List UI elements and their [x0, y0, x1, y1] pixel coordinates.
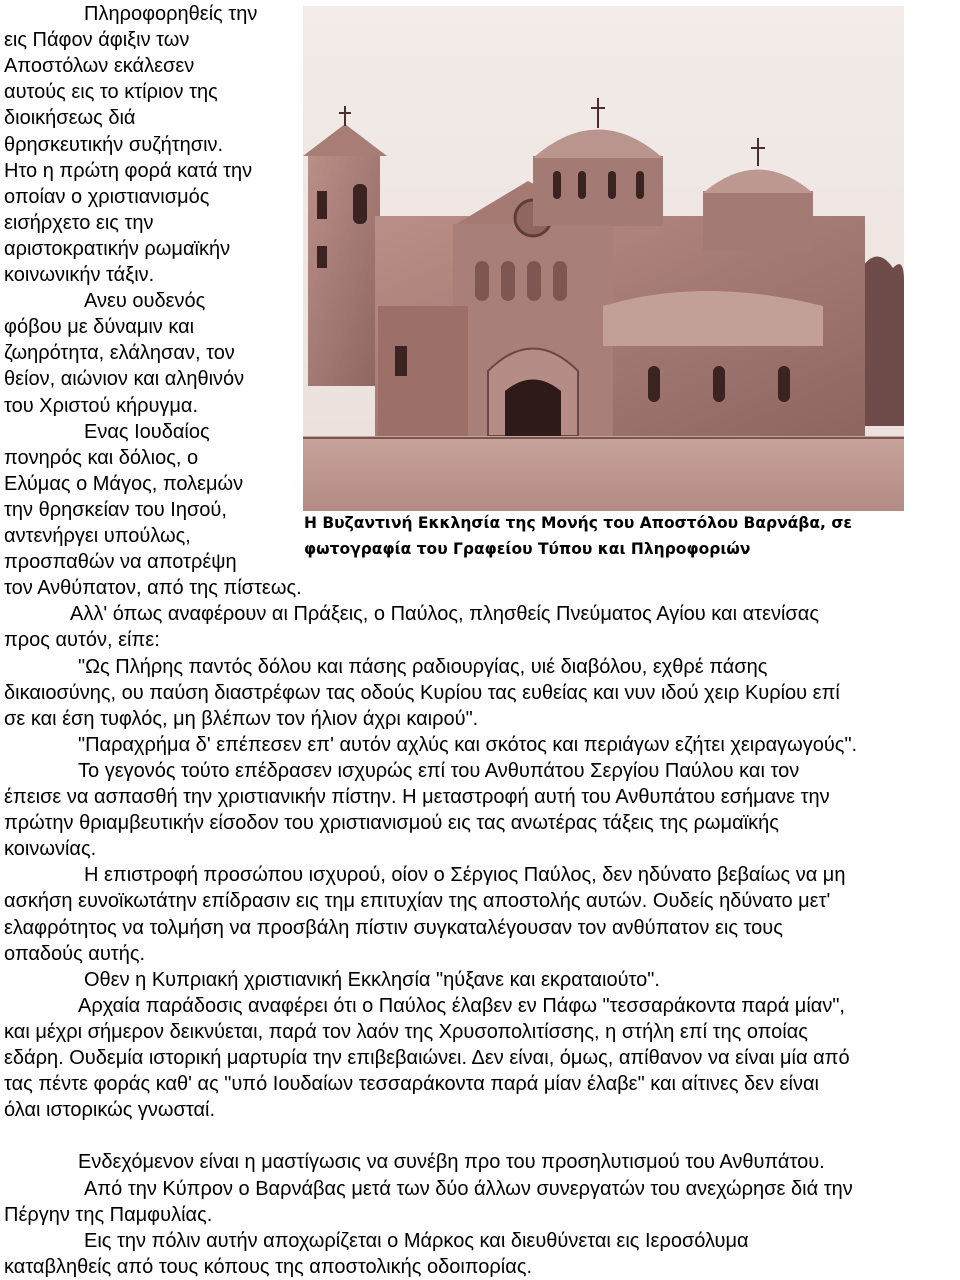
body-line: Αλλ' όπως αναφέρουν αι Πράξεις, ο Παύλος, πλησθείς Πνεύματος Αγίου και ατενίσας [70, 603, 819, 626]
body-line: κοινωνίας. [4, 838, 97, 861]
body-line: Οθεν η Κυπριακή χριστιανική Εκκλησία "ηύξανε και εκραταιούτο". [84, 968, 660, 991]
left-column-line: εις Πάφον άφιξιν των [4, 29, 190, 52]
body-line: "Παραχρήμα δ' επέπεσεν επ' αυτόν αχλύς και σκότος και περιάγων εζήτει χειραγωγούς". [78, 733, 858, 756]
left-column-line: αυτούς εις το κτίριον της [4, 81, 218, 104]
left-column-line: προσπαθών να αποτρέψη [4, 551, 237, 574]
body-line: όλαι ιστορικώς γνωσταί. [4, 1099, 216, 1122]
left-column-line: την θρησκείαν του Ιησού, [4, 498, 227, 521]
body-line: προς αυτόν, είπε: [4, 629, 160, 652]
body-line: Εις την πόλιν αυτήν αποχωρίζεται ο Μάρκος και διευθύνεται εις Ιεροσόλυμα [84, 1229, 749, 1252]
body-line: Από την Κύπρον ο Βαρνάβας μετά των δύο άλλων συνεργατών του ανεχώρησε διά την [84, 1177, 853, 1200]
body-line: Η επιστροφή προσώπου ισχυρού, οίον ο Σέργιος Παύλος, δεν ηδύνατο βεβαίως να μη [84, 864, 846, 887]
body-line: ασκήση ευνοϊκωτάτην επίδρασιν εις τημ επιτυχίαν της αποστολής αυτών. Ουδείς ηδύνατο μετ' [4, 890, 831, 913]
body-line: σε και έση τυφλός, μη βλέπων τον ήλιον άχρι καιρού". [4, 707, 479, 730]
body-line: Αρχαία παράδοσις αναφέρει ότι ο Παύλος έλαβεν εν Πάφω "τεσσαράκοντα παρά μίαν", [78, 994, 845, 1017]
caption-line: Η Βυζαντινή Εκκλησία της Μονής του Αποστόλου Βαρνάβα, σε [304, 514, 853, 532]
body-line: τον Ανθύπατον, από της πίστεως. [4, 577, 302, 600]
left-column-line: του Χριστού κήρυγμα. [4, 394, 199, 417]
left-column-line: Ητο η πρώτη φορά κατά την [4, 159, 253, 182]
left-column-line: οποίαν ο χριστιανισμός [4, 185, 210, 208]
body-line: Το γεγονός τούτο επέδρασεν ισχυρώς επί του Ανθυπάτου Σεργίου Παύλου και τον [78, 759, 800, 782]
left-column-line: Ενας Ιουδαίος [84, 420, 210, 443]
left-column-line: πονηρός και δόλιος, ο [4, 446, 199, 469]
church-photo [303, 6, 904, 511]
left-column-line: Ανευ ουδενός [84, 290, 206, 313]
left-column-line: αντενήργει υπούλως, [4, 525, 191, 547]
body-line: Ενδεχόμενον είναι η μαστίγωσις να συνέβη προ του προσηλυτισμού του Ανθυπάτου. [78, 1151, 825, 1174]
body-line: οπαδούς αυτής. [4, 942, 146, 965]
body-line: εδάρη. Ουδεμία ιστορική μαρτυρία την επιβεβαιώνει. Δεν είναι, όμως, απίθανον να είναι μία από [4, 1047, 850, 1069]
left-column-line: διοικήσεως διά [4, 107, 136, 130]
left-column-line: θρησκευτικήν συζήτησιν. [4, 133, 224, 156]
left-column-line: Αποστόλων εκάλεσεν [4, 55, 195, 78]
left-column-line: θείον, αιώνιον και αληθινόν [4, 368, 245, 391]
left-column-line: εισήρχετο εις την [4, 211, 154, 234]
body-line: ελαφρότητος να τολμήση να προσβάλη πίστιν συγκαταλέγουσαν τον ανθύπατον εις τους [4, 916, 783, 939]
body-line: και μέχρι σήμερον δεικνύεται, παρά τον λαόν της Χρυσοπολιτίσσης, η στήλη επί της οποίας [4, 1020, 808, 1043]
left-column-line: κοινωνικήν τάξιν. [4, 264, 155, 286]
caption-line: φωτογραφία του Γραφείου Τύπου και Πληροφοριών [304, 540, 751, 558]
body-line: καταβληθείς από τους κόπους της αποστολικής οδοιπορίας. [4, 1255, 533, 1278]
body-line: έπεισε να ασπασθή την χριστιανικήν πίστην. Η μεταστροφή αυτή του Ανθυπάτου εσήμανε την [4, 786, 830, 808]
left-column-line: αριστοκρατικήν ρωμαϊκήν [4, 237, 231, 260]
body-line: δικαιοσύνης, ου παύση διαστρέφων τας οδούς Κυρίου τας ευθείας και νυν ιδού χειρ Κυρίου επί [4, 681, 840, 704]
left-column-line: Πληροφορηθείς την [84, 3, 258, 25]
left-column-line: φόβου με δύναμιν και [4, 316, 195, 339]
body-line: τας πέντε φοράς καθ' ας "υπό Ιουδαίων τεσσαράκοντα παρά μίαν έλαβε" και αίτινες δεν είναι [4, 1073, 819, 1096]
left-column-line: ζωηρότητα, ελάλησαν, τον [4, 342, 235, 365]
left-column-line: Ελύμας ο Μάγος, πολεμών [4, 472, 244, 495]
body-line: Πέργην της Παμφυλίας. [4, 1203, 213, 1226]
body-line: πρώτην θριαμβευτικήν είσοδον του χριστιανισμού εις τας ανωτέρας τάξεις της ρωμαϊκής [4, 812, 779, 835]
body-line: "Ως Πλήρης παντός δόλου και πάσης ραδιουργίας, υιέ διαβόλου, εχθρέ πάσης [78, 655, 768, 678]
